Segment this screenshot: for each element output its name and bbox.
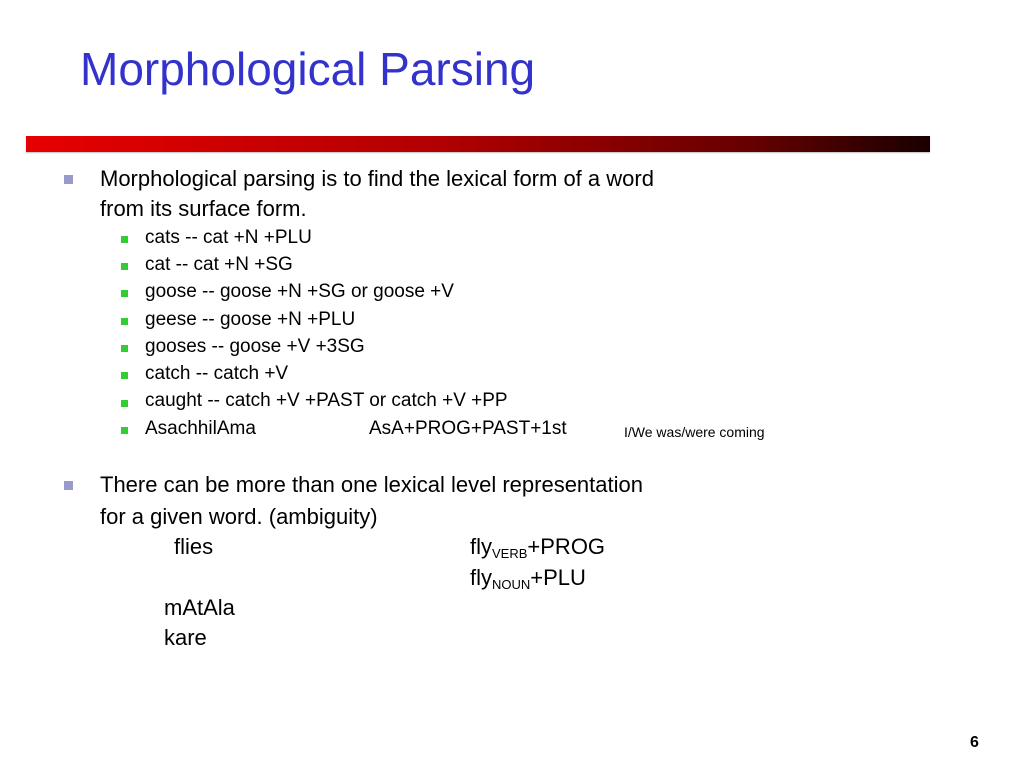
bullet-marker bbox=[64, 481, 73, 490]
example-kare: kare bbox=[164, 625, 207, 650]
example-matala: mAtAla bbox=[164, 595, 235, 620]
prog-suffix: +PROG bbox=[527, 534, 606, 559]
slide-title: Morphological Parsing bbox=[80, 43, 536, 95]
sub-bullet-marker bbox=[121, 318, 128, 325]
sub-bullet-marker bbox=[121, 372, 128, 379]
example-gloss: I/We was/were coming bbox=[624, 424, 765, 440]
sub-bullet-text: catch -- catch +V bbox=[145, 363, 289, 384]
title-divider-bar bbox=[26, 136, 930, 152]
bullet-text-line: for a given word. (ambiguity) bbox=[100, 504, 378, 529]
bullet-text-line: There can be more than one lexical level representation bbox=[100, 472, 643, 497]
example-flies: flies bbox=[174, 534, 214, 559]
example-analysis: AsA+PROG+PAST+1st bbox=[369, 418, 567, 439]
sub-bullet-text: gooses -- goose +V +3SG bbox=[145, 336, 365, 357]
sub-bullet-marker bbox=[121, 236, 128, 243]
plu-suffix: +PLU bbox=[530, 565, 586, 590]
bullet-text-line: from its surface form. bbox=[100, 196, 307, 221]
sub-bullet-text: geese -- goose +N +PLU bbox=[145, 309, 356, 330]
fly-base: fly bbox=[470, 534, 492, 559]
page-number: 6 bbox=[970, 734, 979, 751]
sub-bullet-marker bbox=[121, 427, 128, 434]
example-fly-noun bbox=[470, 564, 586, 592]
bullet-text-line: Morphological parsing is to find the lexical form of a word bbox=[100, 166, 654, 191]
sub-bullet-text: goose -- goose +N +SG or goose +V bbox=[145, 281, 454, 302]
sub-bullet-marker bbox=[121, 400, 128, 407]
sub-bullet-marker bbox=[121, 263, 128, 270]
example-fly-verb bbox=[470, 533, 605, 561]
verb-subscript: VERB bbox=[492, 546, 528, 561]
sub-bullet-marker bbox=[121, 290, 128, 297]
noun-subscript: NOUN bbox=[492, 577, 531, 592]
sub-bullet-text: cat -- cat +N +SG bbox=[145, 254, 293, 275]
sub-bullet-text: cats -- cat +N +PLU bbox=[145, 227, 312, 248]
sub-bullet-text: caught -- catch +V +PAST or catch +V +PP bbox=[145, 390, 508, 411]
sub-bullet-marker bbox=[121, 345, 128, 352]
example-word: AsachhilAma bbox=[145, 418, 256, 439]
bullet-marker bbox=[64, 175, 73, 184]
fly-base: fly bbox=[470, 565, 492, 590]
sub-bullet-asachhilama bbox=[145, 418, 765, 440]
